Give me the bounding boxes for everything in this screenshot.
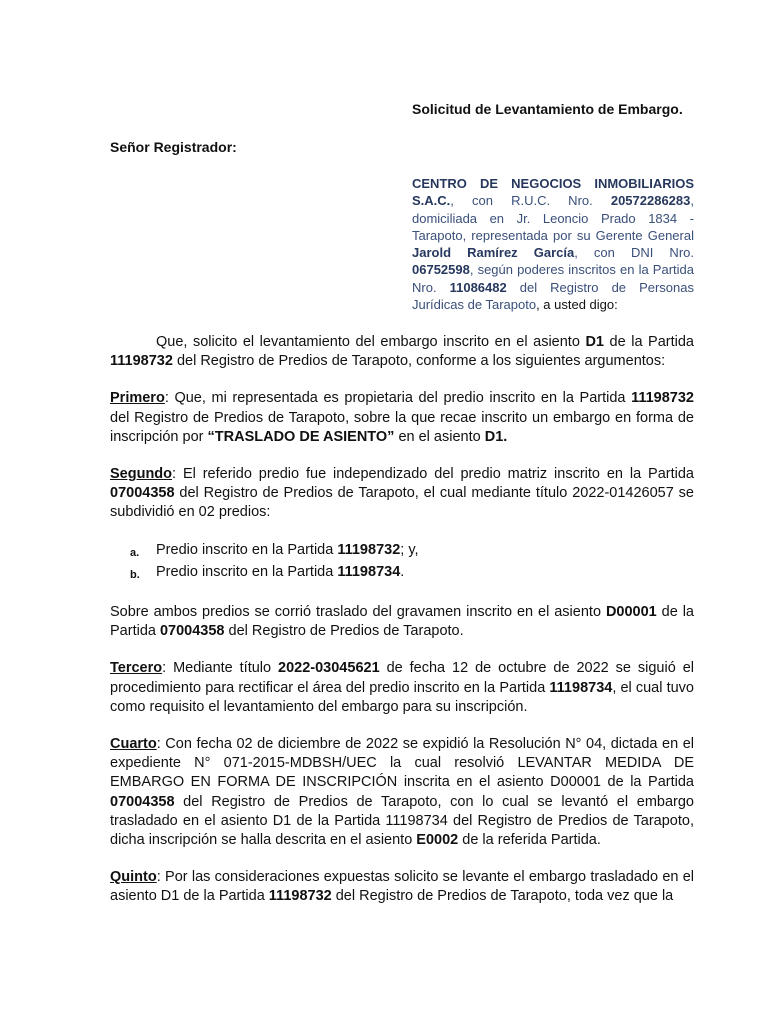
party-identification: CENTRO DE NEGOCIOS INMOBILIARIOS S.A.C., con R.U.C. Nro. 20572286283, domiciliada en Jr. Leoncio Prado 1834 - Tarapoto, representada por su Gerente General Jarold Ramírez García, con DNI Nro. 06752598, según poderes inscritos en la Partida Nro. 11086482 del Registro de Personas Jurídicas de Tarapoto, a usted digo:: [412, 176, 694, 313]
intro-paragraph: Que, solicito el levantamiento del embargo inscrito en el asiento D1 de la Partida 11198732 del Registro de Predios de Tarapoto, conforme a los siguientes argumentos:: [110, 334, 694, 370]
primero-paragraph: Primero: Que, mi representada es propietaria del predio inscrito en la Partida 11198732 del Registro de Predios de Tarapoto, sobre la que recae inscrito un embargo en forma de inscripción por “TRASLADO DE ASIENTO” en el asiento D1.: [110, 390, 694, 445]
partida-number: 11086482: [449, 279, 507, 295]
company-name: CENTRO DE NEGOCIOS INMOBILIARIOS S.A.C.: [412, 176, 694, 209]
segundo-paragraph: Segundo: El referido predio fue independizado del predio matriz inscrito en la Partida 07004358 del Registro de Predios de Tarapoto, el cual mediante título 2022-01426057 se subdividió en 02 predios:: [110, 466, 694, 521]
sobre-paragraph: Sobre ambos predios se corrió traslado del gravamen inscrito en el asiento D00001 de la Partida 07004358 del Registro de Predios de Tarapoto.: [110, 604, 694, 640]
document-body: [110, 333, 694, 925]
predios-list: [110, 541, 694, 585]
greeting: Señor Registrador:: [110, 139, 237, 155]
quinto-paragraph: Quinto: Por las consideraciones expuestas solicito se levante el embargo trasladado en el asiento D1 de la Partida 11198732 del Registro de Predios de Tarapoto, toda vez que la: [110, 869, 694, 905]
section-label: Tercero: [110, 660, 163, 677]
list-item: a. Predio inscrito en la Partida 11198732; y,: [130, 541, 419, 559]
cuarto-paragraph: Cuarto: Con fecha 02 de diciembre de 2022 se expidió la Resolución N° 04, dictada en el expediente N° 071-2015-MDBSH/UEC la cual resolvió LEVANTAR MEDIDA DE EMBARGO EN FORMA DE INSCRIPCIÓN inscrita en el asiento D00001 de la Partida 07004358 del Registro de Predios de Tarapoto, con lo cual se levantó el embargo trasladado en el asiento D1 de la Partida 11198734 del Registro de Predios de Tarapoto, dicha inscripción se halla descrita en el asiento E0002 de la referida Partida.: [110, 736, 694, 849]
document-title: Solicitud de Levantamiento de Embargo.: [412, 101, 683, 117]
dni-number: 06752598: [412, 262, 470, 278]
manager-name: Jarold Ramírez García: [412, 245, 575, 261]
ruc-number: 20572286283: [610, 193, 691, 209]
list-item: b. Predio inscrito en la Partida 11198734.: [130, 563, 405, 581]
section-label: Cuarto: [110, 736, 157, 753]
section-label: Segundo: [110, 466, 173, 483]
tercero-paragraph: Tercero: Mediante título 2022-03045621 de fecha 12 de octubre de 2022 se siguió el procedimiento para rectificar el área del predio inscrito en la Partida 11198734, el cual tuvo como requisito el levantamiento del embargo para su inscripción.: [110, 660, 694, 715]
section-label: Primero: [110, 390, 165, 407]
section-label: Quinto: [110, 869, 157, 886]
